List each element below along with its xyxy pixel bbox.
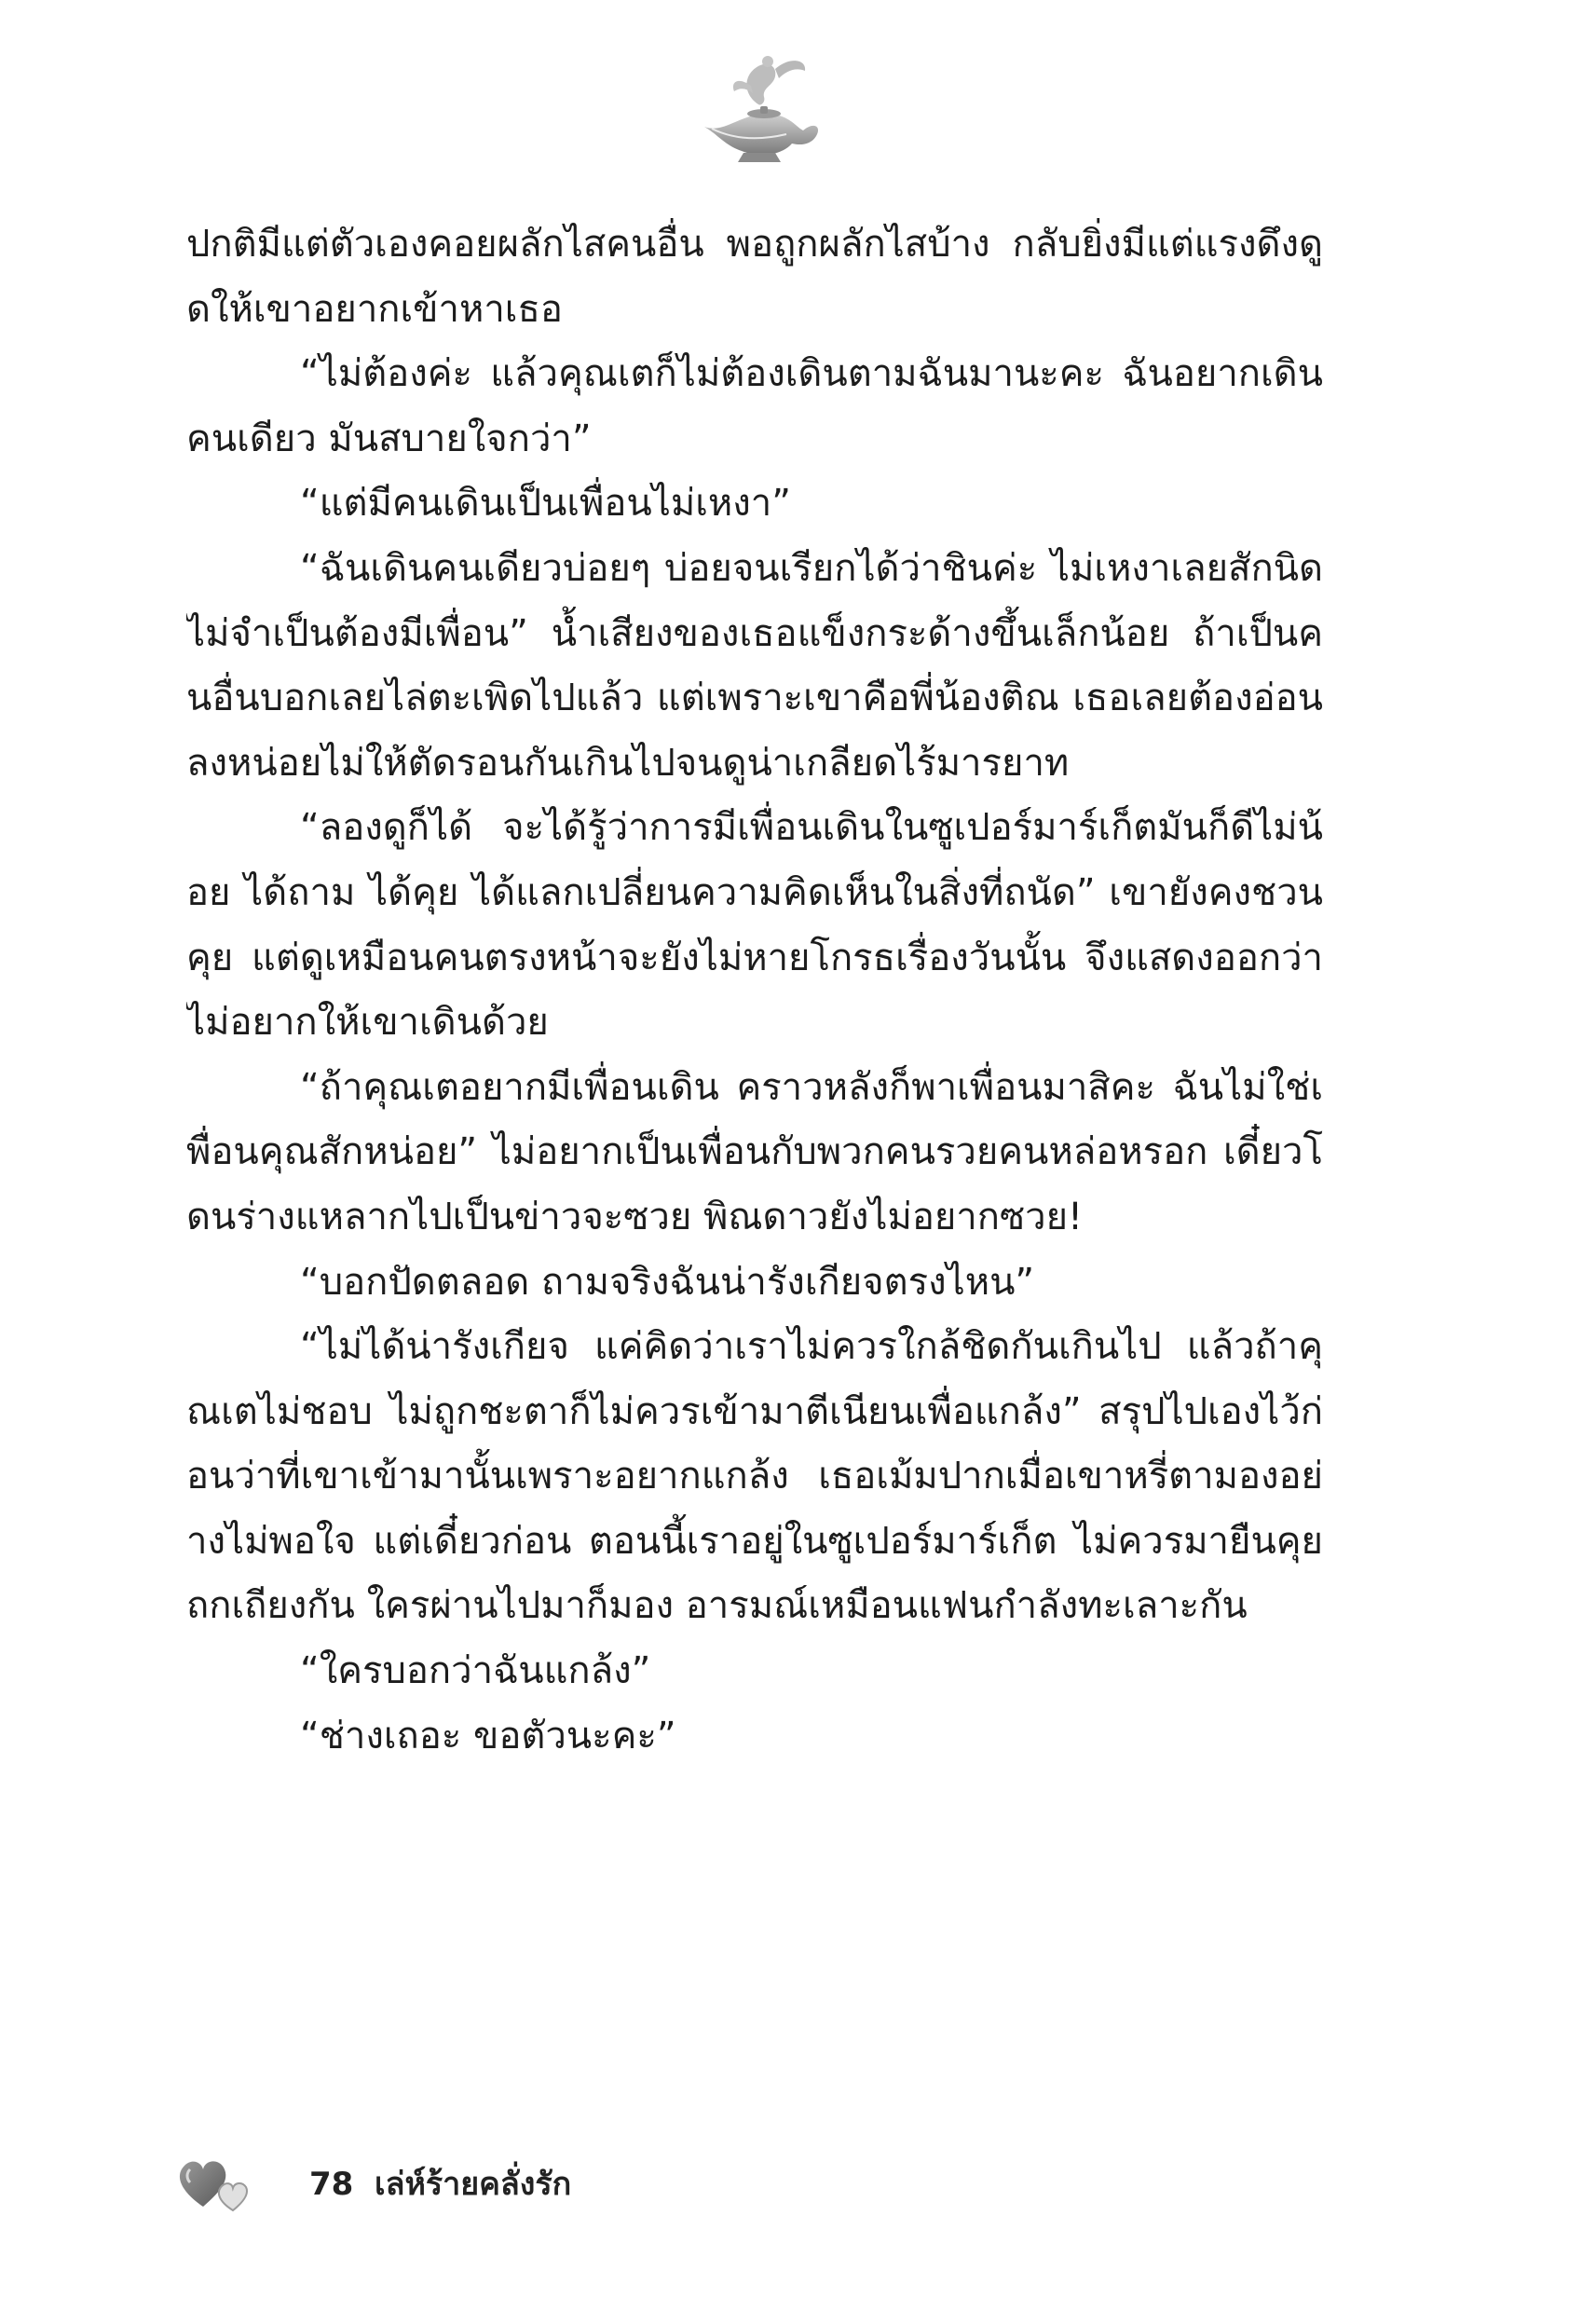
paragraph: “ไม่ได้น่ารังเกียจ แค่คิดว่าเราไม่ควรใกล้ชิดกันเกินไป แล้วถ้าคุณเตไม่ชอบ ไม่ถูกชะตาก็ไม่ควรเข้ามาตีเนียนเพื่อแกล้ง” สรุปไปเองไว้ก่อนว่าที่เขาเข้ามานั้นเพราะอยากแกล้ง เธอเม้มปากเมื่อเขาหรี่ตามองอย่างไม่พอใจ แต่เดี๋ยวก่อน ตอนนี้เราอยู่ในซูเปอร์มาร์เก็ต ไม่ควรมายืนคุยถกเถียงกัน ใครผ่านไปมาก็มอง อารมณ์เหมือนแฟนกำลังทะเลาะกัน (186, 1325, 1323, 1628)
page-number: 78 (309, 2166, 354, 2203)
paragraph: “ฉันเดินคนเดียวบ่อยๆ บ่อยจนเรียกได้ว่าชินค่ะ ไม่เหงาเลยสักนิด ไม่จำเป็นต้องมีเพื่อน” น้ำเสียงของเธอแข็งกระด้างขึ้นเล็กน้อย ถ้าเป็นคนอื่นบอกเลยไล่ตะเพิดไปแล้ว แต่เพราะเขาคือพี่น้องติณ เธอเลยต้องอ่อนลงหน่อยไม่ให้ตัดรอนกันเกินไปจนดูน่าเกลียดไร้มารยาท (186, 546, 1323, 785)
paragraph: “แต่มีคนเดินเป็นเพื่อนไม่เหงา” (300, 482, 791, 526)
paragraph: ปกติมีแต่ตัวเองคอยผลักไสคนอื่น พอถูกผลักไสบ้าง กลับยิ่งมีแต่แรงดึงดูดให้เขาอยากเข้าหาเธอ (186, 223, 1323, 331)
paragraph: “ถ้าคุณเตอยากมีเพื่อนเดิน คราวหลังก็พาเพื่อนมาสิคะ ฉันไม่ใช่เพื่อนคุณสักหน่อย” ไม่อยากเป็นเพื่อนกับพวกคนรวยคนหล่อหรอก เดี๋ยวโดนร่างแหลากไปเป็นข่าวจะซวย พิณดาวยังไม่อยากซวย! (186, 1065, 1323, 1238)
paragraph: “ลองดูก็ได้ จะได้รู้ว่าการมีเพื่อนเดินในซูเปอร์มาร์เก็ตมันก็ดีไม่น้อย ได้ถาม ได้คุย ได้แลกเปลี่ยนความคิดเห็นในสิ่งที่ถนัด” เขายังคงชวนคุย แต่ดูเหมือนคนตรงหน้าจะยังไม่หายโกรธเรื่องวันนั้น จึงแสดงออกว่าไม่อยากให้เขาเดินด้วย (186, 806, 1323, 1045)
genie-lamp-icon (686, 48, 825, 170)
paragraph: “ใครบอกว่าฉันแกล้ง” (300, 1649, 651, 1693)
body-text (186, 212, 1323, 2123)
paragraph: “บอกปัดตลอด ถามจริงฉันน่ารังเกียจตรงไหน” (300, 1260, 1035, 1304)
paragraph: “ช่างเถอะ ขอตัวนะคะ” (300, 1714, 676, 1757)
hearts-icon (173, 2153, 257, 2214)
page-footer (173, 2153, 1012, 2218)
paragraph: “ไม่ต้องค่ะ แล้วคุณเตก็ไม่ต้องเดินตามฉันมานะคะ ฉันอยากเดินคนเดียว มันสบายใจกว่า” (186, 352, 1323, 460)
book-title: เล่ห์ร้ายคลั่งรัก (375, 2166, 572, 2203)
